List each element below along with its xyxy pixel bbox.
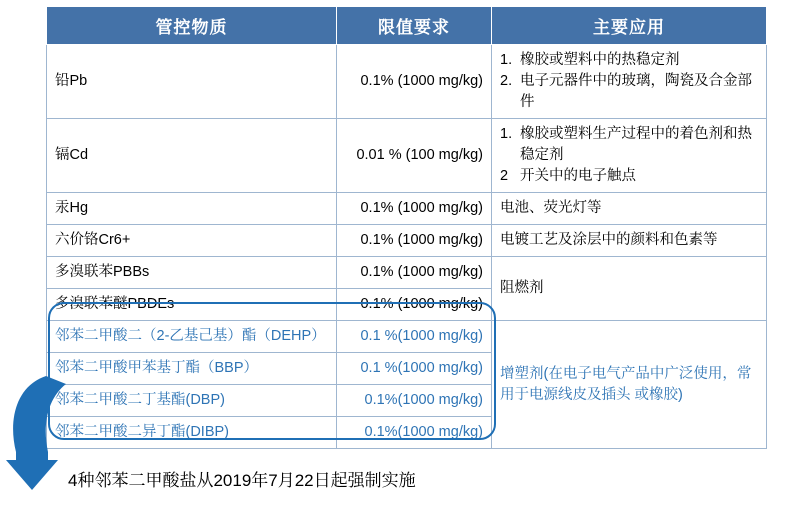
application-list [500, 124, 758, 187]
substance-name: 多溴联苯PBBs [47, 257, 337, 289]
substance-name: 多溴联苯醚PBDEs [47, 289, 337, 321]
substance-limit: 0.1%(1000 mg/kg) [337, 417, 492, 449]
substance-limit: 0.1% (1000 mg/kg) [337, 225, 492, 257]
table-row [47, 321, 767, 353]
substance-limit: 0.1% (1000 mg/kg) [337, 289, 492, 321]
list-item [500, 71, 758, 113]
list-item [500, 50, 758, 71]
substance-name: 邻苯二甲酸甲苯基丁酯（BBP） [47, 353, 337, 385]
substance-limit: 0.1 %(1000 mg/kg) [337, 321, 492, 353]
application-list [500, 50, 758, 113]
table-row [47, 225, 767, 257]
substance-name: 铅Pb [47, 45, 337, 119]
substance-application: 阻燃剂 [492, 257, 767, 321]
list-item [500, 124, 758, 166]
substance-name: 镉Cd [47, 119, 337, 193]
column-header-limit: 限值要求 [337, 7, 492, 45]
column-header-substance: 管控物质 [47, 7, 337, 45]
substance-application: 增塑剂(在电子电气产品中广泛使用，常用于电源线皮及插头 或橡胶) [492, 321, 767, 449]
substance-name: 汞Hg [47, 193, 337, 225]
list-text: 橡胶或塑料中的热稳定剂 [520, 52, 680, 68]
substance-name: 六价铬Cr6+ [47, 225, 337, 257]
list-number: 2 [500, 168, 509, 185]
list-number: 1. [500, 52, 513, 68]
substance-name: 邻苯二甲酸二异丁酯(DIBP) [47, 417, 337, 449]
list-item [500, 166, 758, 187]
table-row [47, 257, 767, 289]
column-header-application: 主要应用 [492, 7, 767, 45]
substance-application [492, 119, 767, 193]
substance-application: 电池、荧光灯等 [492, 193, 767, 225]
substance-limit: 0.1 %(1000 mg/kg) [337, 353, 492, 385]
list-text: 电子元器件中的玻璃，陶瓷及合金部件 [520, 73, 752, 111]
substance-limit: 0.1% (1000 mg/kg) [337, 45, 492, 119]
rohs-substance-table [46, 6, 767, 449]
substance-application: 电镀工艺及涂层中的颜料和色素等 [492, 225, 767, 257]
table-row [47, 193, 767, 225]
list-text: 开关中的电子触点 [520, 168, 636, 185]
substance-application [492, 45, 767, 119]
list-number: 1. [500, 126, 513, 143]
table-row [47, 119, 767, 193]
substance-limit: 0.1% (1000 mg/kg) [337, 193, 492, 225]
substance-limit: 0.1% (1000 mg/kg) [337, 257, 492, 289]
footnote-text: 4种邻苯二甲酸盐从2019年7月22日起强制实施 [68, 471, 416, 490]
substance-limit: 0.1%(1000 mg/kg) [337, 385, 492, 417]
list-text: 橡胶或塑料生产过程中的着色剂和热稳定剂 [520, 126, 752, 164]
list-number: 2. [500, 73, 513, 90]
substance-limit: 0.01 % (100 mg/kg) [337, 119, 492, 193]
substance-name: 邻苯二甲酸二丁基酯(DBP) [47, 385, 337, 417]
table-header-row [47, 7, 767, 45]
table-row [47, 45, 767, 119]
substance-name: 邻苯二甲酸二（2-乙基己基）酯（DEHP） [47, 321, 337, 353]
